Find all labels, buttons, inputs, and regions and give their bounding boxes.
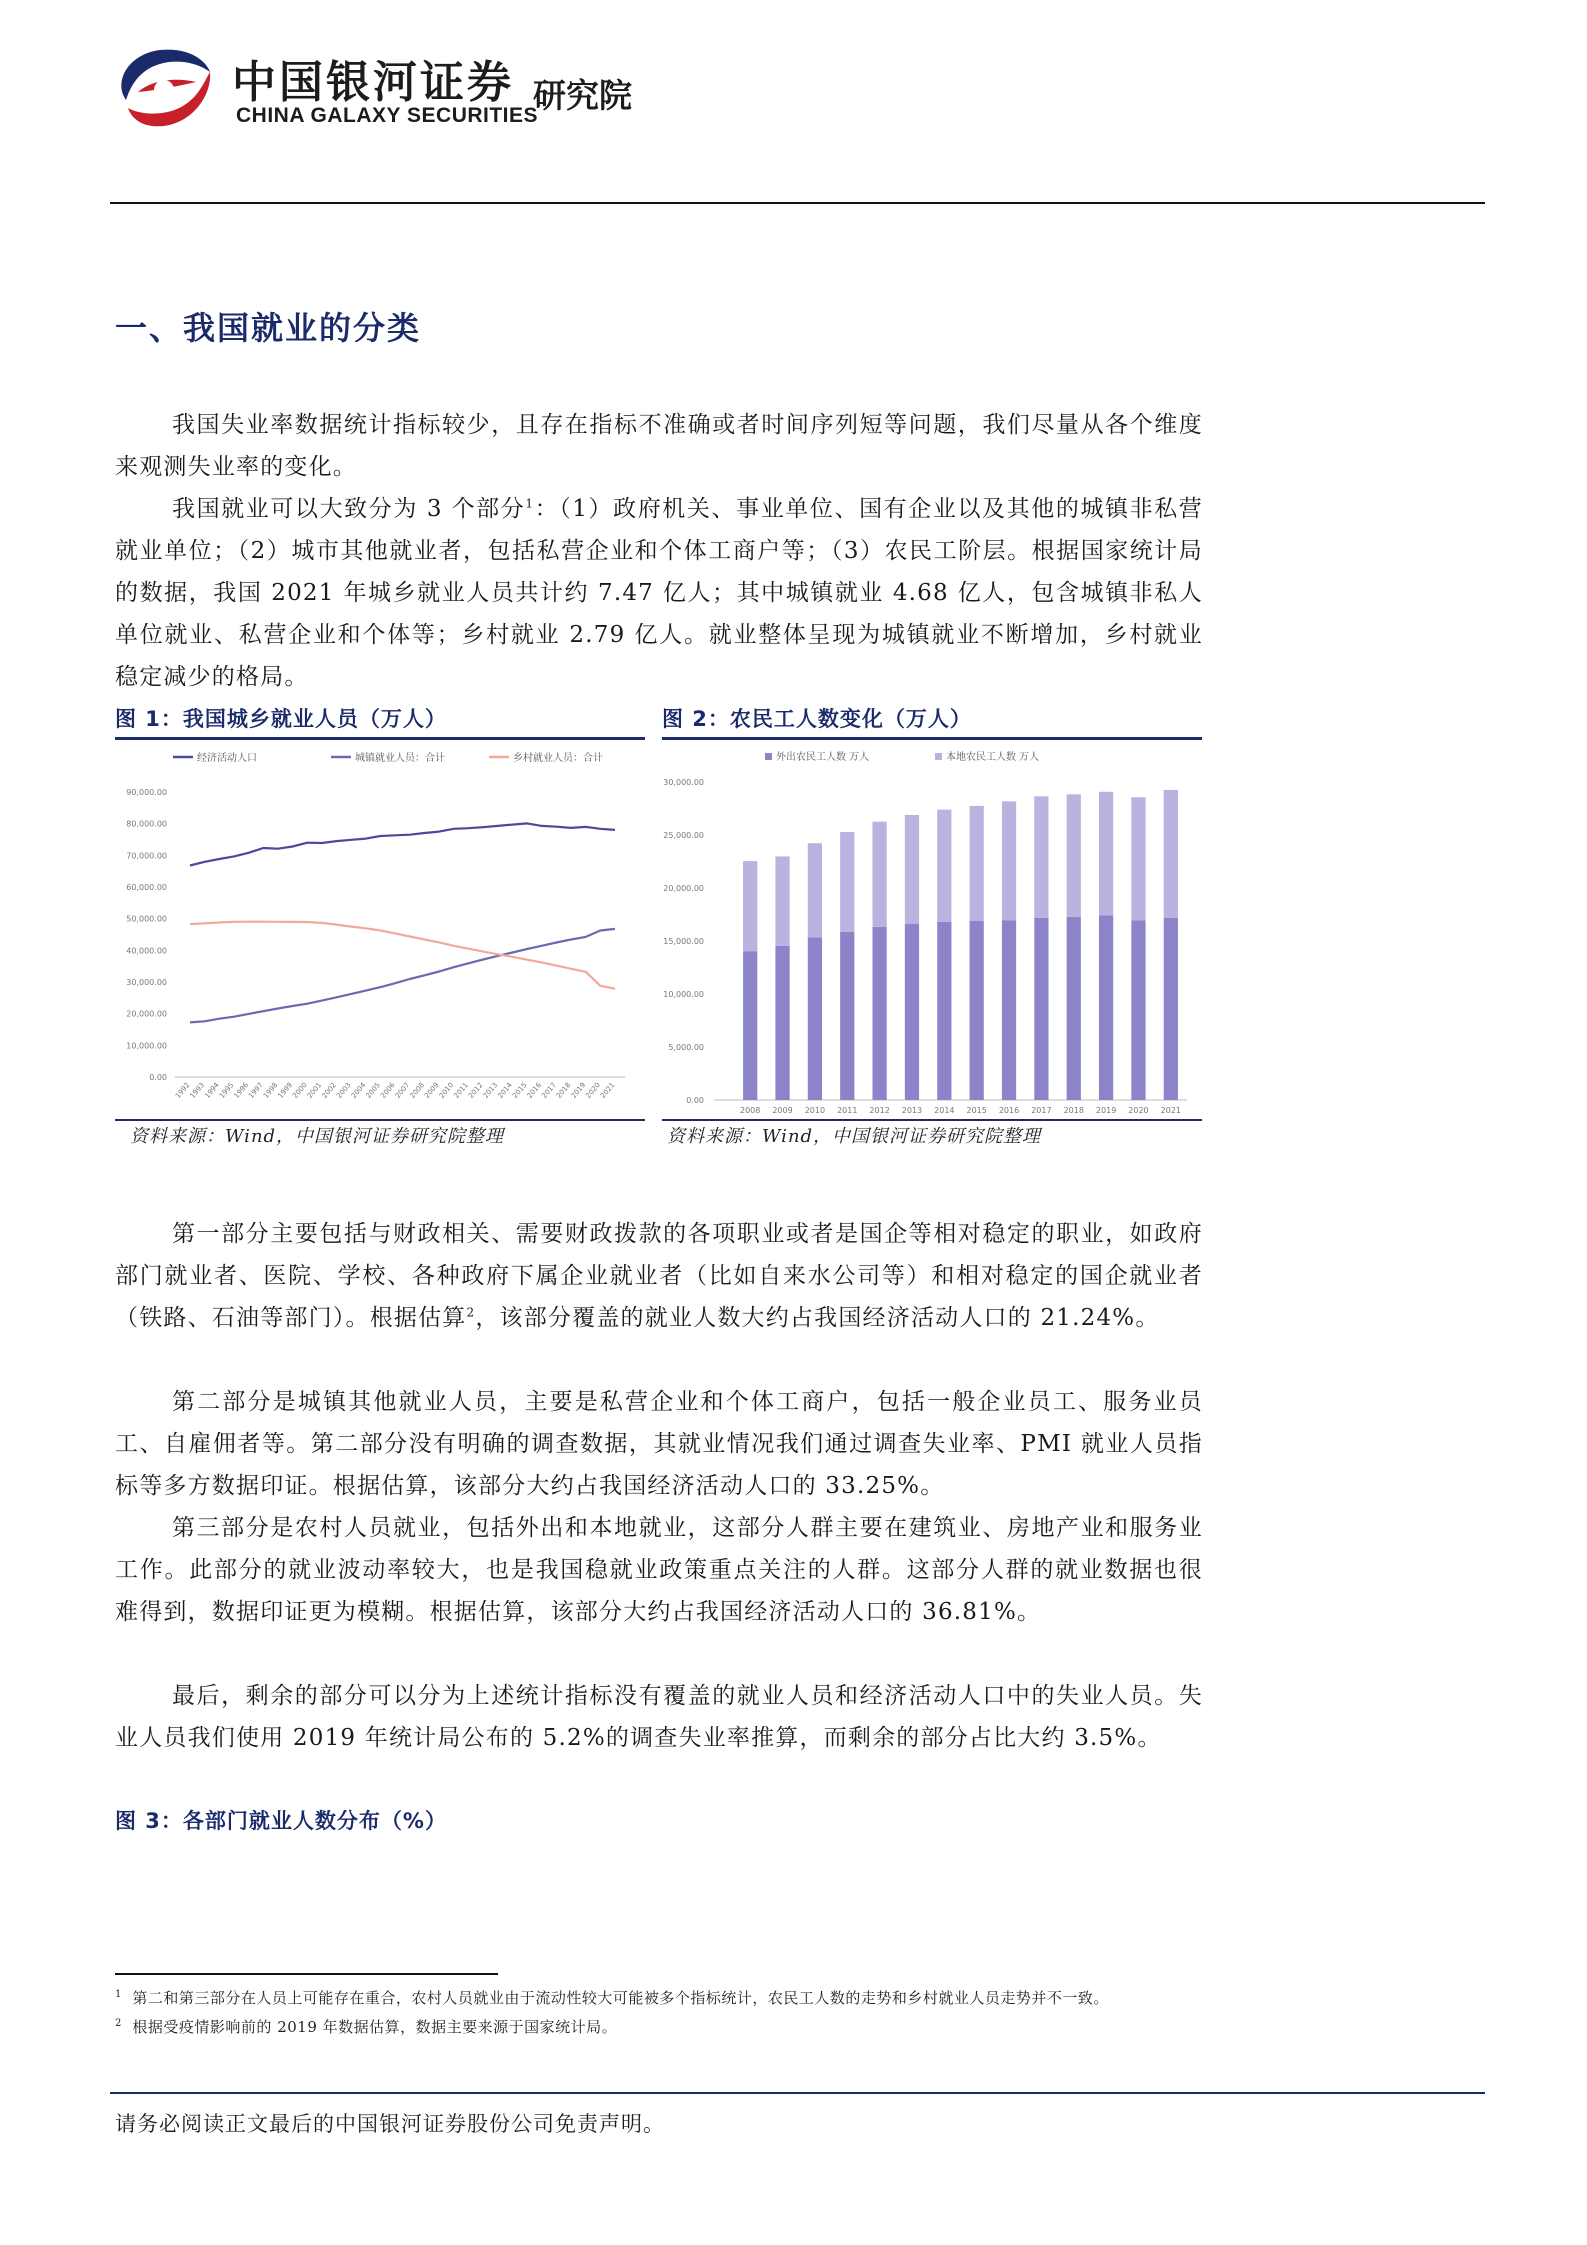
bar-outbound-2021 xyxy=(1164,918,1178,1100)
x-tick-label: 2009 xyxy=(423,1081,441,1100)
x-tick-label: 2017 xyxy=(540,1081,558,1100)
chart-urban-rural-employment xyxy=(115,742,645,1117)
footnote-2-number: 2 xyxy=(115,2018,122,2029)
bar-outbound-2011 xyxy=(840,932,854,1100)
footnote-1-number: 1 xyxy=(115,1989,122,2000)
y-tick-label: 70,000.00 xyxy=(126,851,167,861)
legend-swatch-0 xyxy=(765,753,772,760)
bar-outbound-2008 xyxy=(743,951,757,1100)
x-tick-label: 2018 xyxy=(1063,1106,1084,1115)
y-tick-label: 10,000.00 xyxy=(126,1041,167,1051)
x-tick-label: 2014 xyxy=(496,1081,514,1100)
figure-2-caption: 图 2：农民工人数变化（万人） xyxy=(662,707,972,731)
bar-outbound-2018 xyxy=(1067,917,1081,1100)
legend-label-0: 经济活动人口 xyxy=(197,753,257,764)
bar-local-2012 xyxy=(872,822,886,927)
figure-1-source: 资料来源：Wind，中国银河证券研究院整理 xyxy=(130,1126,505,1147)
series-line-2 xyxy=(190,922,615,989)
y-tick-label: 90,000.00 xyxy=(126,788,167,797)
figure-1-caption: 图 1：我国城乡就业人员（万人） xyxy=(115,707,447,731)
y-tick-label: 5,000.00 xyxy=(668,1043,704,1052)
bar-outbound-2014 xyxy=(937,922,951,1100)
y-tick-label: 30,000.00 xyxy=(663,778,704,787)
x-tick-label: 2016 xyxy=(525,1081,544,1100)
x-tick-label: 2011 xyxy=(452,1081,470,1100)
bar-outbound-2017 xyxy=(1034,918,1048,1100)
x-tick-label: 2013 xyxy=(901,1106,923,1115)
x-tick-label: 2020 xyxy=(584,1081,602,1100)
x-tick-label: 2005 xyxy=(364,1081,383,1100)
x-tick-label: 2015 xyxy=(511,1081,529,1100)
x-tick-label: 2003 xyxy=(335,1081,353,1100)
x-tick-label: 2008 xyxy=(408,1081,427,1100)
x-tick-label: 2019 xyxy=(1095,1106,1117,1115)
x-tick-label: 1995 xyxy=(217,1081,236,1100)
section-title: 一、我国就业的分类 xyxy=(115,309,422,347)
y-tick-label: 20,000.00 xyxy=(126,1009,167,1019)
x-tick-label: 1998 xyxy=(261,1081,280,1100)
x-tick-label: 2016 xyxy=(998,1106,1020,1115)
figure-3-caption: 图 3：各部门就业人数分布（%） xyxy=(115,1809,447,1833)
bar-outbound-2020 xyxy=(1131,920,1145,1100)
legend-label-1: 城镇就业人员：合计 xyxy=(355,753,445,764)
bar-local-2016 xyxy=(1002,801,1016,920)
bar-outbound-2009 xyxy=(775,946,789,1100)
y-tick-label: 80,000.00 xyxy=(126,819,167,829)
x-tick-label: 2017 xyxy=(1031,1106,1052,1115)
paragraph-3-text-b: ，该部分覆盖的就业人数大约占我国经济活动人口的 21.24%。 xyxy=(475,1305,1160,1331)
figure-2-source: 资料来源：Wind，中国银河证券研究院整理 xyxy=(667,1126,1042,1147)
x-tick-label: 1999 xyxy=(276,1081,295,1100)
x-tick-label: 2000 xyxy=(291,1081,309,1100)
header-divider xyxy=(110,202,1485,204)
footnote-ref-2[interactable]: 2 xyxy=(466,1305,476,1320)
figure-1-bottom-rule xyxy=(115,1119,645,1121)
paragraph-2-text-a: 我国就业可以大致分为 3 个部分 xyxy=(172,496,526,522)
paragraph-5: 第三部分是农村人员就业，包括外出和本地就业，这部分人群主要在建筑业、房地产业和服务业工作。此部分的就业波动率较大，也是我国稳就业政策重点关注的人群。这部分人群的就业数据也很难得到，数据印证更为模糊。根据估算，该部分大约占我国经济活动人口的 36.81%。 xyxy=(115,1515,1203,1625)
x-tick-label: 2010 xyxy=(437,1081,456,1100)
y-tick-label: 50,000.00 xyxy=(126,914,167,924)
x-tick-label: 2021 xyxy=(1160,1106,1182,1115)
footnote-1 xyxy=(115,1987,1109,2008)
x-tick-label: 1992 xyxy=(173,1081,192,1100)
company-name-en: CHINA GALAXY SECURITIES xyxy=(236,104,539,127)
paragraph-2-text-b: ：（1）政府机关、事业单位、国有企业以及其他的城镇非私营就业单位；（2）城市其他就业者，包括私营企业和个体工商户等；（3）农民工阶层。根据国家统计局的数据，我国 2021 年城乡就业人员共计约 7.47 亿人；其中城镇就业 4.68 亿人，包含城镇非私人单位就业、私营企业和个体等；乡村就业 2.79 亿人。就业整体呈现为城镇就业不断增加，乡村就业稳定减少的格局。 xyxy=(115,496,1203,690)
y-tick-label: 40,000.00 xyxy=(126,946,167,956)
x-tick-label: 2019 xyxy=(569,1081,588,1100)
bar-local-2014 xyxy=(937,810,951,922)
series-line-1 xyxy=(190,929,615,1023)
x-tick-label: 2014 xyxy=(934,1106,955,1115)
chart-migrant-workers xyxy=(662,742,1202,1117)
x-tick-label: 2004 xyxy=(349,1081,368,1100)
footnote-divider xyxy=(115,1973,498,1975)
paragraph-3-text-a: 第一部分主要包括与财政相关、需要财政拨款的各项职业或者是国企等相对稳定的职业，如政府部门就业者、医院、学校、各种政府下属企业就业者（比如自来水公司等）和相对稳定的国企就业者（铁路、石油等部门）。根据估算 xyxy=(115,1221,1203,1331)
bar-local-2011 xyxy=(840,832,854,932)
paragraph-3 xyxy=(115,1213,1203,1339)
disclaimer: 请务必阅读正文最后的中国银河证券股份公司免责声明。 xyxy=(115,2112,665,2136)
bar-outbound-2010 xyxy=(808,937,822,1100)
legend-label-2: 乡村就业人员：合计 xyxy=(513,753,603,764)
x-tick-label: 2018 xyxy=(554,1081,573,1100)
institute-name: 研究院 xyxy=(533,76,632,115)
x-tick-label: 2012 xyxy=(869,1106,890,1115)
bar-outbound-2016 xyxy=(1002,920,1016,1100)
y-tick-label: 0.00 xyxy=(149,1073,167,1082)
figure-2-top-rule xyxy=(662,737,1202,740)
x-tick-label: 1993 xyxy=(188,1081,207,1100)
x-tick-label: 2006 xyxy=(379,1081,397,1100)
footer-divider xyxy=(110,2092,1485,2094)
x-tick-label: 2002 xyxy=(320,1081,339,1100)
bar-local-2015 xyxy=(970,806,984,921)
header xyxy=(0,0,1587,210)
bar-outbound-2012 xyxy=(872,927,886,1100)
y-tick-label: 60,000.00 xyxy=(126,883,167,892)
paragraph-1: 我国失业率数据统计指标较少，且存在指标不准确或者时间序列短等问题，我们尽量从各个维度来观测失业率的变化。 xyxy=(115,412,1203,480)
x-tick-label: 2015 xyxy=(966,1106,987,1115)
bar-outbound-2015 xyxy=(970,921,984,1100)
x-tick-label: 2013 xyxy=(481,1081,500,1100)
x-tick-label: 2009 xyxy=(772,1106,793,1115)
legend-swatch-1 xyxy=(935,753,942,760)
x-tick-label: 2011 xyxy=(837,1106,858,1115)
bar-outbound-2013 xyxy=(905,924,919,1100)
bar-local-2013 xyxy=(905,815,919,924)
footnote-2-text: 根据受疫情影响前的 2019 年数据估算，数据主要来源于国家统计局。 xyxy=(132,2018,618,2036)
bar-local-2017 xyxy=(1034,796,1048,918)
legend-label-0: 外出农民工人数 万人 xyxy=(776,752,870,763)
company-name-cn: 中国银河证券 xyxy=(232,57,514,108)
paragraph-6: 最后，剩余的部分可以分为上述统计指标没有覆盖的就业人员和经济活动人口中的失业人员。失业人员我们使用 2019 年统计局公布的 5.2%的调查失业率推算，而剩余的部分占比大约 3.5%。 xyxy=(115,1683,1203,1751)
y-tick-label: 25,000.00 xyxy=(663,831,704,840)
bar-local-2009 xyxy=(775,856,789,946)
bar-local-2010 xyxy=(808,843,822,937)
x-tick-label: 2007 xyxy=(393,1081,412,1100)
x-tick-label: 1996 xyxy=(232,1081,251,1100)
bar-local-2020 xyxy=(1131,797,1145,920)
x-tick-label: 1997 xyxy=(247,1081,265,1100)
bar-local-2019 xyxy=(1099,792,1113,916)
y-tick-label: 15,000.00 xyxy=(663,937,704,946)
footnote-ref-1[interactable]: 1 xyxy=(525,496,535,511)
x-tick-label: 2012 xyxy=(467,1081,485,1100)
x-tick-label: 2008 xyxy=(739,1106,761,1115)
x-tick-label: 2001 xyxy=(305,1081,324,1100)
legend-label-1: 本地农民工人数 万人 xyxy=(946,752,1040,763)
figure-1-top-rule xyxy=(115,737,645,740)
figure-2-bottom-rule xyxy=(662,1119,1202,1121)
bar-outbound-2019 xyxy=(1099,915,1113,1100)
bar-local-2008 xyxy=(743,861,757,951)
y-tick-label: 10,000.00 xyxy=(663,990,704,999)
series-line-0 xyxy=(190,823,615,865)
paragraph-4: 第二部分是城镇其他就业人员，主要是私营企业和个体工商户，包括一般企业员工、服务业员工、自雇佣者等。第二部分没有明确的调查数据，其就业情况我们通过调查失业率、PMI 就业人员指标等多方数据印证。根据估算，该部分大约占我国经济活动人口的 33.25%。 xyxy=(115,1389,1203,1499)
x-tick-label: 2021 xyxy=(598,1081,617,1100)
x-tick-label: 1994 xyxy=(203,1081,221,1100)
bar-local-2018 xyxy=(1067,794,1081,917)
paragraph-2 xyxy=(115,488,1203,698)
y-tick-label: 20,000.00 xyxy=(663,884,704,893)
y-tick-label: 30,000.00 xyxy=(126,978,167,987)
footnote-1-text: 第二和第三部分在人员上可能存在重合，农村人员就业由于流动性较大可能被多个指标统计，农民工人数的走势和乡村就业人员走势并不一致。 xyxy=(132,1989,1109,2007)
galaxy-logo-icon xyxy=(108,42,218,134)
bar-local-2021 xyxy=(1164,790,1178,918)
y-tick-label: 0.00 xyxy=(686,1096,704,1105)
footnote-2 xyxy=(115,2016,617,2037)
x-tick-label: 2020 xyxy=(1128,1106,1149,1115)
x-tick-label: 2010 xyxy=(804,1106,826,1115)
